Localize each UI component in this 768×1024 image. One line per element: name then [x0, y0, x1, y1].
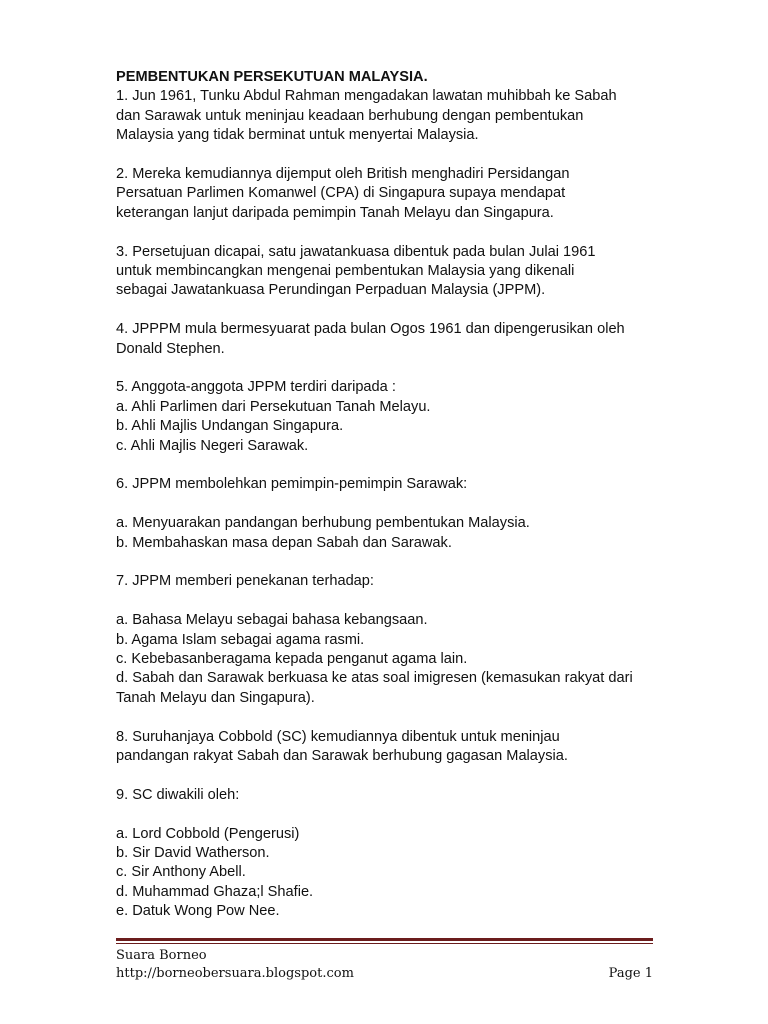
paragraph-1-line: dan Sarawak untuk meninjau keadaan berhubung dengan pembentukan	[116, 107, 584, 124]
list-item: b. Ahli Majlis Undangan Singapura.	[116, 418, 344, 435]
spacer	[116, 592, 656, 611]
list-item: e. Datuk Wong Pow Nee.	[116, 903, 280, 920]
document-title: PEMBENTUKAN PERSEKUTUAN MALAYSIA.	[116, 69, 428, 85]
paragraph-1-line: Malaysia yang tidak berminat untuk menyertai Malaysia.	[116, 127, 479, 144]
page-number: Page 1	[608, 966, 653, 981]
paragraph-9-intro: 9. SC diwakili oleh:	[116, 786, 240, 803]
footer-divider	[116, 938, 653, 944]
paragraph-8-line: 8. Suruhanjaya Cobbold (SC) kemudiannya dibentuk untuk meninjau	[116, 728, 560, 745]
paragraph-2-line: keterangan lanjut daripada pemimpin Tanah Melayu dan Singapura.	[116, 204, 554, 221]
paragraph-2-line: Persatuan Parlimen Komanwel (CPA) di Singapura supaya mendapat	[116, 185, 566, 202]
list-item: c. Ahli Majlis Negeri Sarawak.	[116, 437, 309, 454]
footer-row	[116, 965, 653, 983]
paragraph-3-line: sebagai Jawatankuasa Perundingan Perpaduan Malaysia (JPPM).	[116, 282, 546, 299]
spacer	[116, 766, 656, 785]
page-footer	[116, 947, 653, 983]
footer-divider-thick	[116, 938, 653, 941]
spacer	[116, 805, 656, 824]
paragraph-4-line: Donald Stephen.	[116, 340, 225, 357]
spacer	[116, 223, 656, 242]
footer-source: Suara Borneo	[116, 948, 207, 963]
paragraph-8-line: pandangan rakyat Sabah dan Sarawak berhubung gagasan Malaysia.	[116, 748, 568, 765]
list-item: a. Ahli Parlimen dari Persekutuan Tanah Melayu.	[116, 398, 431, 415]
list-item: d. Sabah dan Sarawak berkuasa ke atas soal imigresen (kemasukan rakyat dari	[116, 670, 633, 687]
list-item: c. Kebebasanberagama kepada penganut agama lain.	[116, 651, 468, 668]
spacer	[116, 359, 656, 378]
paragraph-4-line: 4. JPPPM mula bermesyuarat pada bulan Ogos 1961 dan dipengerusikan oleh	[116, 321, 625, 338]
paragraph-1-line: 1. Jun 1961, Tunku Abdul Rahman mengadakan lawatan muhibbah ke Sabah	[116, 88, 617, 105]
spacer	[116, 456, 656, 475]
spacer	[116, 708, 656, 727]
spacer	[116, 495, 656, 514]
paragraph-7-intro: 7. JPPM memberi penekanan terhadap:	[116, 573, 374, 590]
paragraph-3-line: 3. Persetujuan dicapai, satu jawatankuasa dibentuk pada bulan Julai 1961	[116, 243, 596, 260]
list-item: a. Lord Cobbold (Pengerusi)	[116, 825, 300, 842]
footer-url-link[interactable]: http://borneobersuara.blogspot.com	[116, 966, 354, 981]
document-body	[116, 68, 656, 922]
list-item: c. Sir Anthony Abell.	[116, 864, 246, 881]
list-item: a. Menyuarakan pandangan berhubung pembentukan Malaysia.	[116, 515, 530, 532]
spacer	[116, 301, 656, 320]
list-item: b. Sir David Watherson.	[116, 845, 270, 862]
paragraph-2-line: 2. Mereka kemudiannya dijemput oleh British menghadiri Persidangan	[116, 166, 570, 183]
paragraph-3-line: untuk membincangkan mengenai pembentukan Malaysia yang dikenali	[116, 263, 575, 280]
list-item: d. Muhammad Ghaza;l Shafie.	[116, 883, 314, 900]
list-item-continued: Tanah Melayu dan Singapura).	[116, 689, 315, 706]
list-item: b. Membahaskan masa depan Sabah dan Sarawak.	[116, 534, 452, 551]
paragraph-6-intro: 6. JPPM membolehkan pemimpin-pemimpin Sarawak:	[116, 476, 468, 493]
paragraph-5-line: 5. Anggota-anggota JPPM terdiri daripada :	[116, 379, 396, 396]
spacer	[116, 553, 656, 572]
spacer	[116, 146, 656, 165]
list-item: b. Agama Islam sebagai agama rasmi.	[116, 631, 365, 648]
list-item: a. Bahasa Melayu sebagai bahasa kebangsaan.	[116, 612, 428, 629]
footer-divider-thin	[116, 943, 653, 944]
